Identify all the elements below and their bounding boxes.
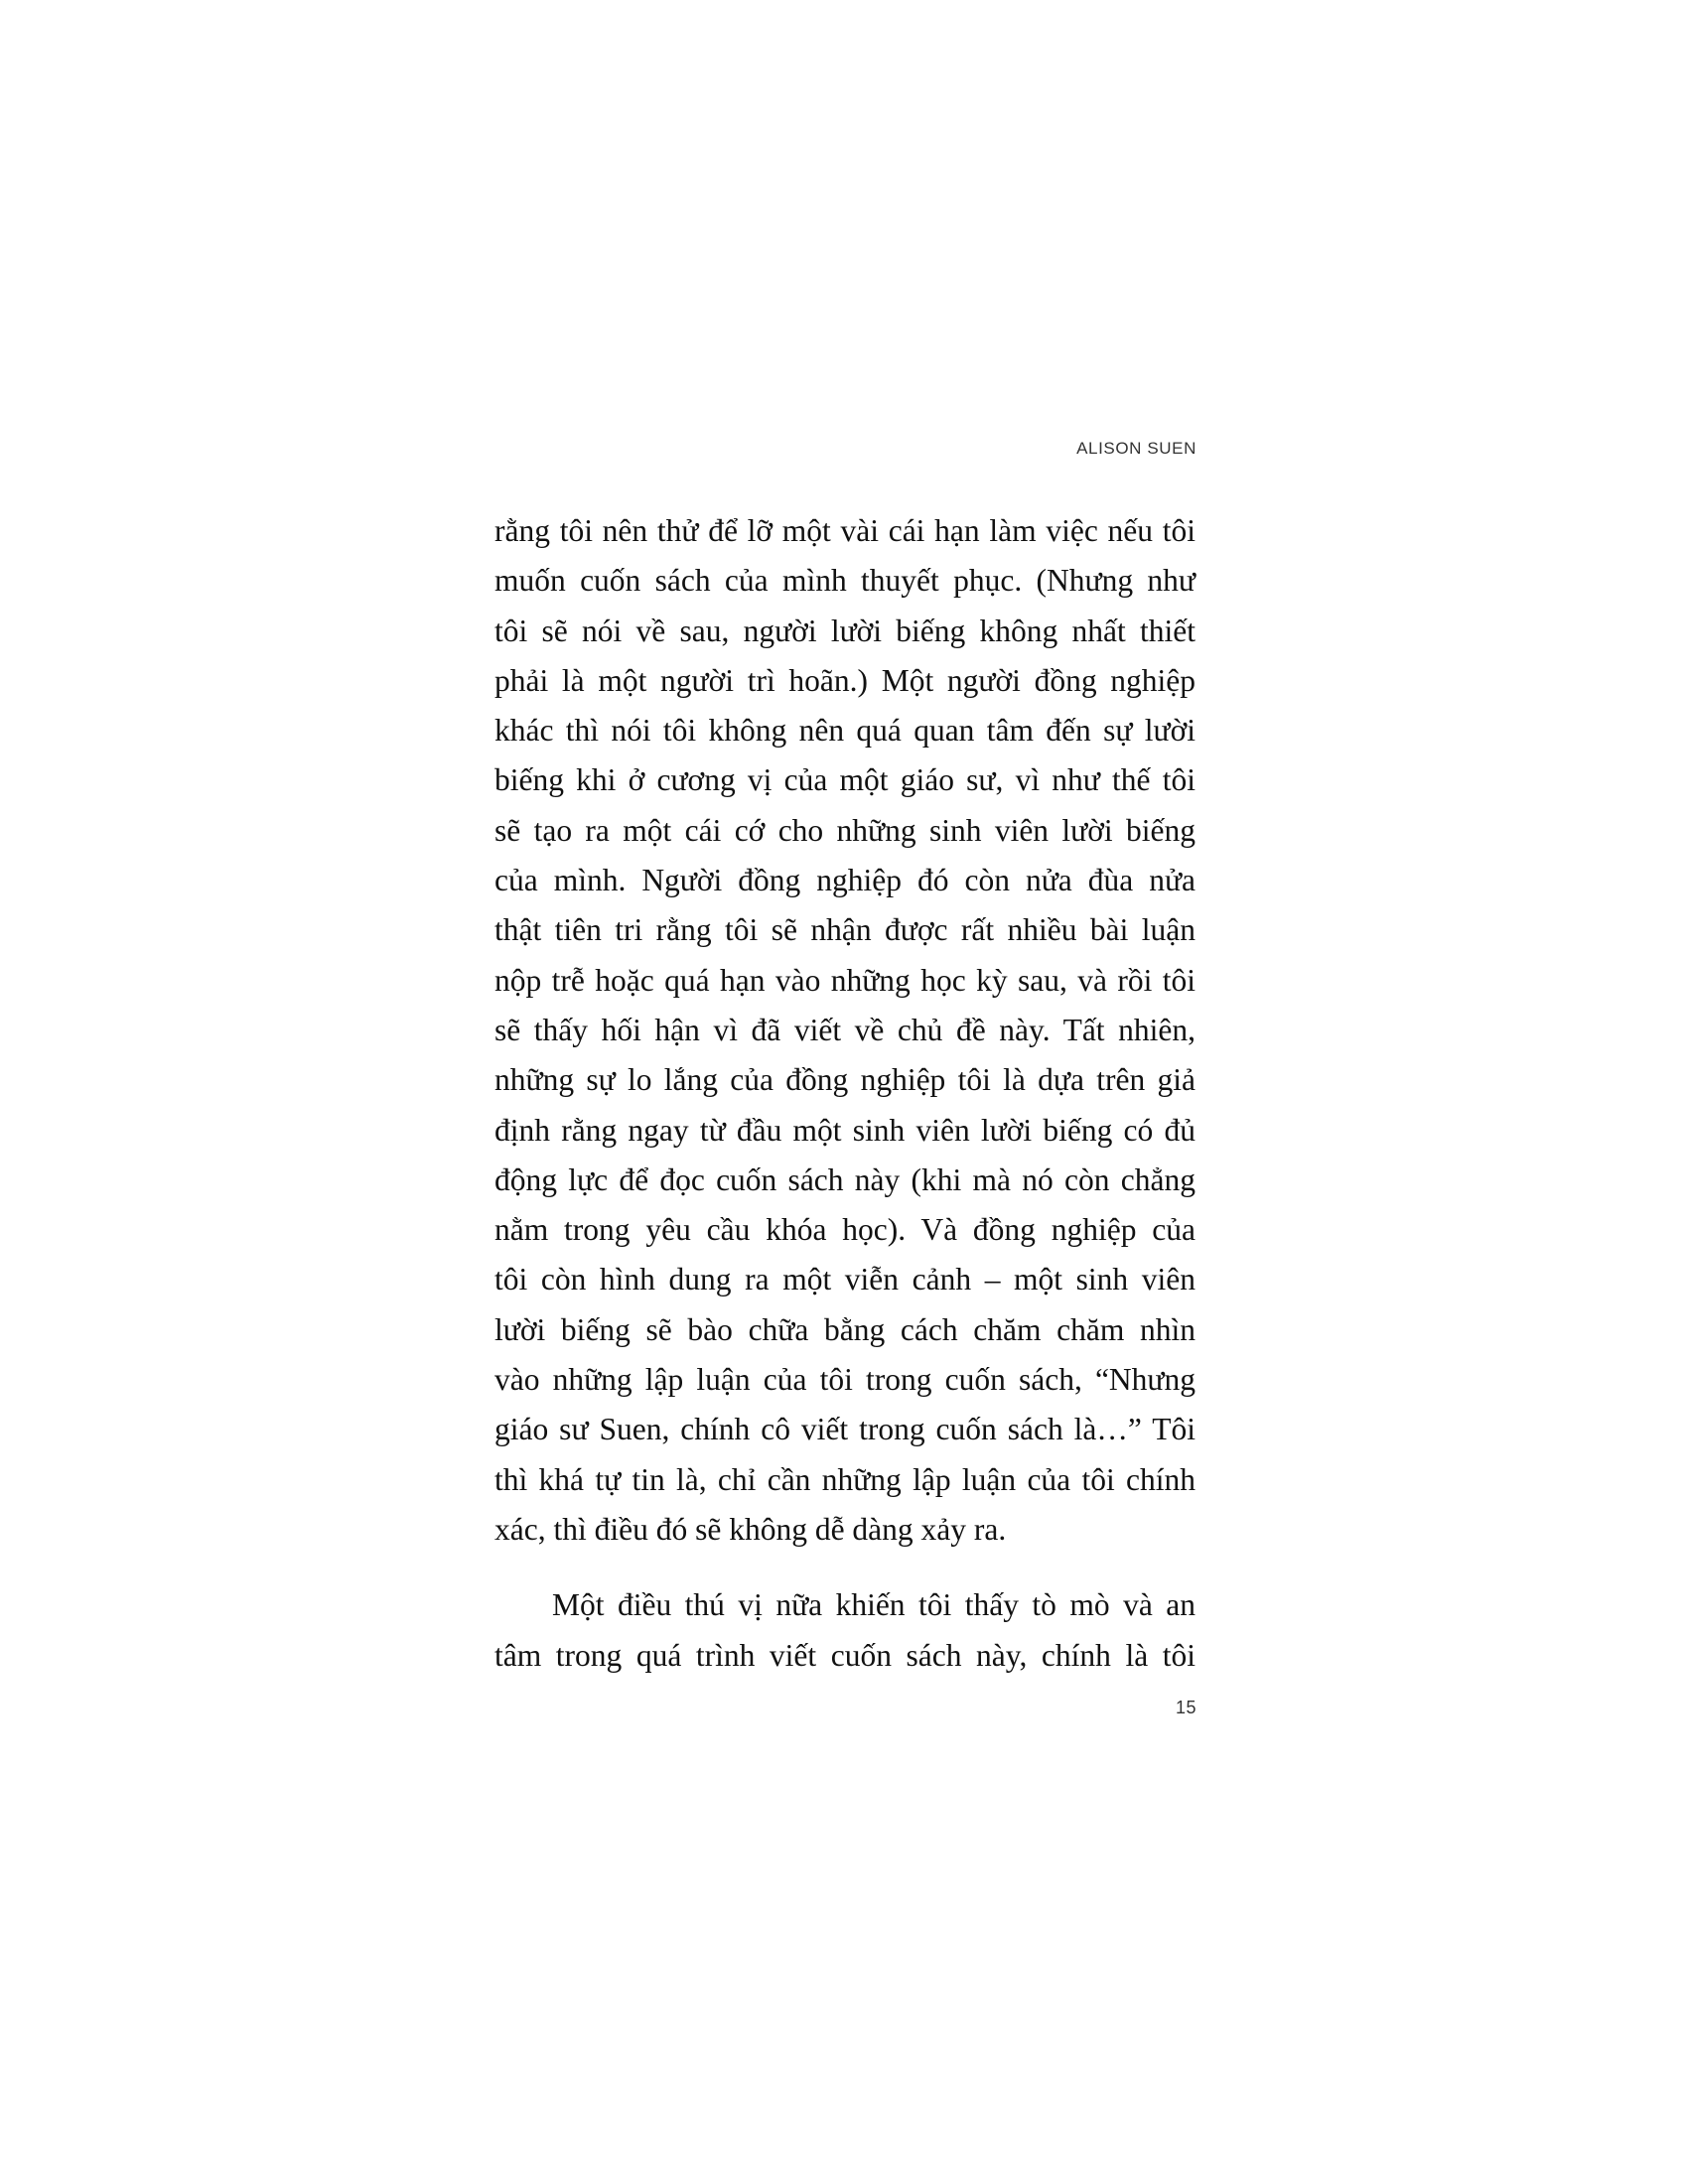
- text-line: những sự lo lắng của đồng nghiệp tôi là dựa trên giả: [494, 1062, 1196, 1098]
- text-line: tôi còn hình dung ra một viễn cảnh – một sinh viên: [494, 1262, 1196, 1297]
- text-line: nằm trong yêu cầu khóa học). Và đồng nghiệp của: [494, 1212, 1196, 1248]
- text-line: nộp trễ hoặc quá hạn vào những học kỳ sau, và rồi tôi: [494, 962, 1196, 998]
- text-line: muốn cuốn sách của mình thuyết phục. (Nhưng như: [494, 563, 1196, 599]
- text-line: định rằng ngay từ đầu một sinh viên lười biếng có đủ: [494, 1112, 1196, 1148]
- body-text: [494, 506, 1196, 1681]
- paragraph-1: [494, 506, 1196, 1555]
- text-line: tâm trong quá trình viết cuốn sách này, chính là tôi: [494, 1637, 1196, 1673]
- running-header-author: ALISON SUEN: [1076, 439, 1196, 458]
- text-line: thật tiên tri rằng tôi sẽ nhận được rất nhiều bài luận: [494, 912, 1196, 948]
- text-line: xác, thì điều đó sẽ không dễ dàng xảy ra.: [494, 1511, 1007, 1547]
- text-line: động lực để đọc cuốn sách này (khi mà nó còn chẳng: [494, 1161, 1196, 1197]
- text-line: phải là một người trì hoãn.) Một người đồng nghiệp: [494, 662, 1196, 698]
- text-line: lười biếng sẽ bào chữa bằng cách chăm chăm nhìn: [494, 1311, 1196, 1347]
- text-line: sẽ tạo ra một cái cớ cho những sinh viên lười biếng: [494, 812, 1196, 848]
- page-number: 15: [1175, 1698, 1196, 1717]
- paragraph-2: [494, 1580, 1196, 1681]
- text-line: tôi sẽ nói về sau, người lười biếng không nhất thiết: [494, 613, 1196, 648]
- text-line: của mình. Người đồng nghiệp đó còn nửa đùa nửa: [494, 863, 1196, 898]
- text-line: Một điều thú vị nữa khiến tôi thấy tò mò và an: [552, 1587, 1196, 1623]
- text-line: vào những lập luận của tôi trong cuốn sách, “Nhưng: [494, 1362, 1196, 1398]
- text-line: rằng tôi nên thử để lỡ một vài cái hạn làm việc nếu tôi: [494, 513, 1196, 548]
- text-line: giáo sư Suen, chính cô viết trong cuốn sách là…” Tôi: [494, 1412, 1196, 1447]
- text-line: khác thì nói tôi không nên quá quan tâm đến sự lười: [494, 713, 1196, 749]
- text-line: sẽ thấy hối hận vì đã viết về chủ đề này. Tất nhiên,: [494, 1012, 1196, 1047]
- text-line: thì khá tự tin là, chỉ cần những lập luận của tôi chính: [494, 1461, 1196, 1497]
- text-line: biếng khi ở cương vị của một giáo sư, vì như thế tôi: [494, 762, 1196, 798]
